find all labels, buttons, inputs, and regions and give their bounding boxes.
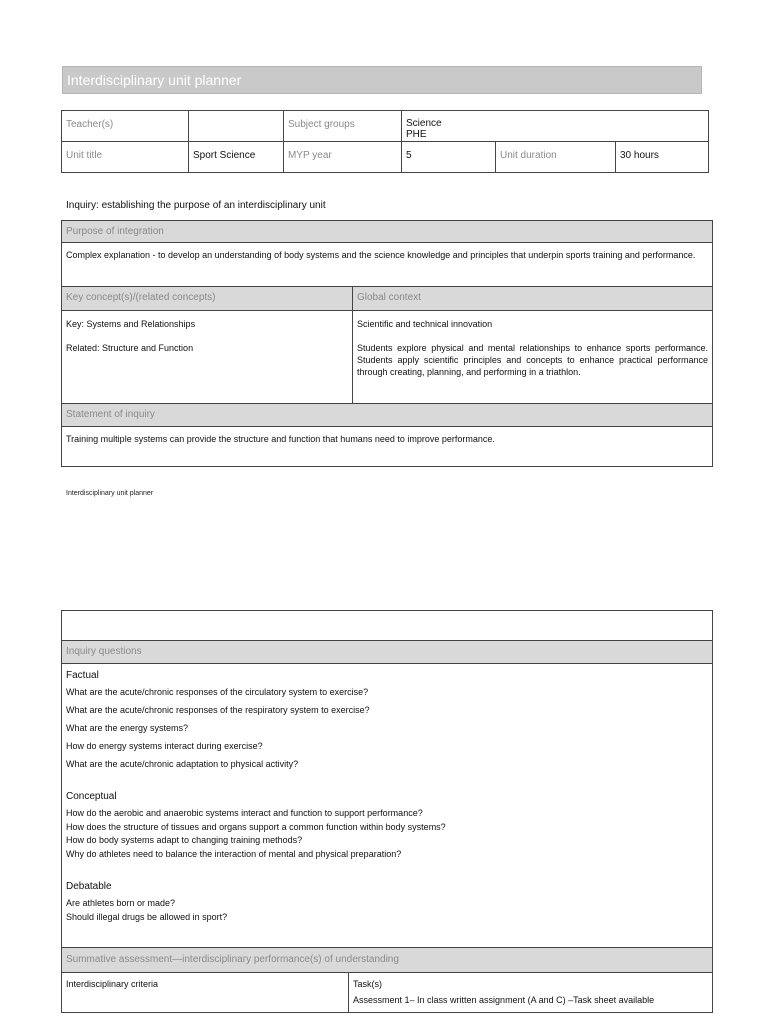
inquiry-questions-block (61, 610, 713, 1013)
subject-groups-value (402, 111, 709, 142)
subject-group-2: PHE (406, 129, 427, 140)
myp-year-label: MYP year (284, 142, 402, 173)
factual-question: What are the acute/chronic responses of the circulatory system to exercise? (66, 687, 369, 697)
task-label: Task(s) (353, 979, 382, 989)
subject-group-1: Science (406, 118, 442, 129)
conceptual-list (66, 807, 708, 861)
teacher-value (189, 111, 284, 142)
factual-question: What are the acute/chronic adaptation to physical activity? (66, 759, 299, 769)
purpose-header: Purpose of integration (62, 221, 712, 243)
factual-question: What are the acute/chronic responses of the respiratory system to exercise? (66, 705, 370, 715)
summative-row (62, 973, 712, 1013)
debatable-question: Are athletes born or made? (66, 898, 176, 908)
unit-title-label: Unit title (62, 142, 189, 173)
factual-question: How do energy systems interact during exercise? (66, 741, 263, 751)
global-context-header: Global context (353, 287, 712, 310)
unit-title-value: Sport Science (189, 142, 284, 173)
global-context-title: Scientific and technical innovation (357, 319, 493, 329)
global-context-cell (353, 311, 712, 403)
inquiry-block (61, 220, 713, 467)
concepts-header-row (62, 287, 712, 311)
key-concepts-cell (62, 311, 353, 403)
key-concept: Key: Systems and Relationships (66, 319, 196, 329)
task-cell (349, 973, 712, 1013)
key-concepts-header: Key concept(s)/(related concepts) (62, 287, 353, 310)
conceptual-question: How do body systems adapt to changing training methods? (66, 835, 303, 845)
questions-body (62, 664, 712, 948)
conceptual-label: Conceptual (66, 791, 117, 802)
inquiry-questions-header: Inquiry questions (62, 641, 712, 664)
summative-header: Summative assessment—interdisciplinary performance(s) of understanding (62, 948, 712, 973)
statement-text: Training multiple systems can provide the structure and function that humans need to improve performance. (66, 434, 495, 444)
factual-question: What are the energy systems? (66, 723, 189, 733)
criteria-cell: Interdisciplinary criteria (62, 973, 349, 1013)
debatable-list (66, 897, 708, 924)
related-concept: Related: Structure and Function (66, 343, 194, 353)
blank-row (62, 611, 712, 641)
factual-list (66, 683, 708, 773)
debatable-label: Debatable (66, 881, 112, 892)
footer-note: Interdisciplinary unit planner (66, 490, 154, 497)
global-context-text: Students explore physical and mental relationships to enhance sports performance. Students apply scientific principles and concepts to enhance practical performance through creating, planning, and performing in a triathlon. (357, 343, 708, 377)
unit-duration-value: 30 hours (616, 142, 709, 173)
factual-label: Factual (66, 670, 99, 681)
debatable-question: Should illegal drugs be allowed in sport? (66, 911, 228, 922)
subject-groups-label: Subject groups (284, 111, 402, 142)
statement-header: Statement of inquiry (62, 404, 712, 427)
myp-year-value: 5 (402, 142, 496, 173)
conceptual-question: Why do athletes need to balance the interaction of mental and physical preparation? (66, 848, 402, 859)
unit-duration-label: Unit duration (496, 142, 616, 173)
conceptual-question: How do the aerobic and anaerobic systems interact and function to support performance? (66, 808, 423, 818)
unit-info-table (61, 110, 709, 173)
purpose-text: Complex explanation - to develop an understanding of body systems and the science knowledge and principles that underpin sports training and performance. (62, 243, 712, 287)
task-text: Assessment 1– In class written assignment (A and C) –Task sheet available (353, 995, 655, 1005)
conceptual-question: How does the structure of tissues and organs support a common function within body systems? (66, 821, 446, 832)
concepts-row (62, 311, 712, 404)
inquiry-heading: Inquiry: establishing the purpose of an interdisciplinary unit (66, 200, 326, 211)
page-title: Interdisciplinary unit planner (62, 66, 702, 94)
teacher-label: Teacher(s) (62, 111, 189, 142)
